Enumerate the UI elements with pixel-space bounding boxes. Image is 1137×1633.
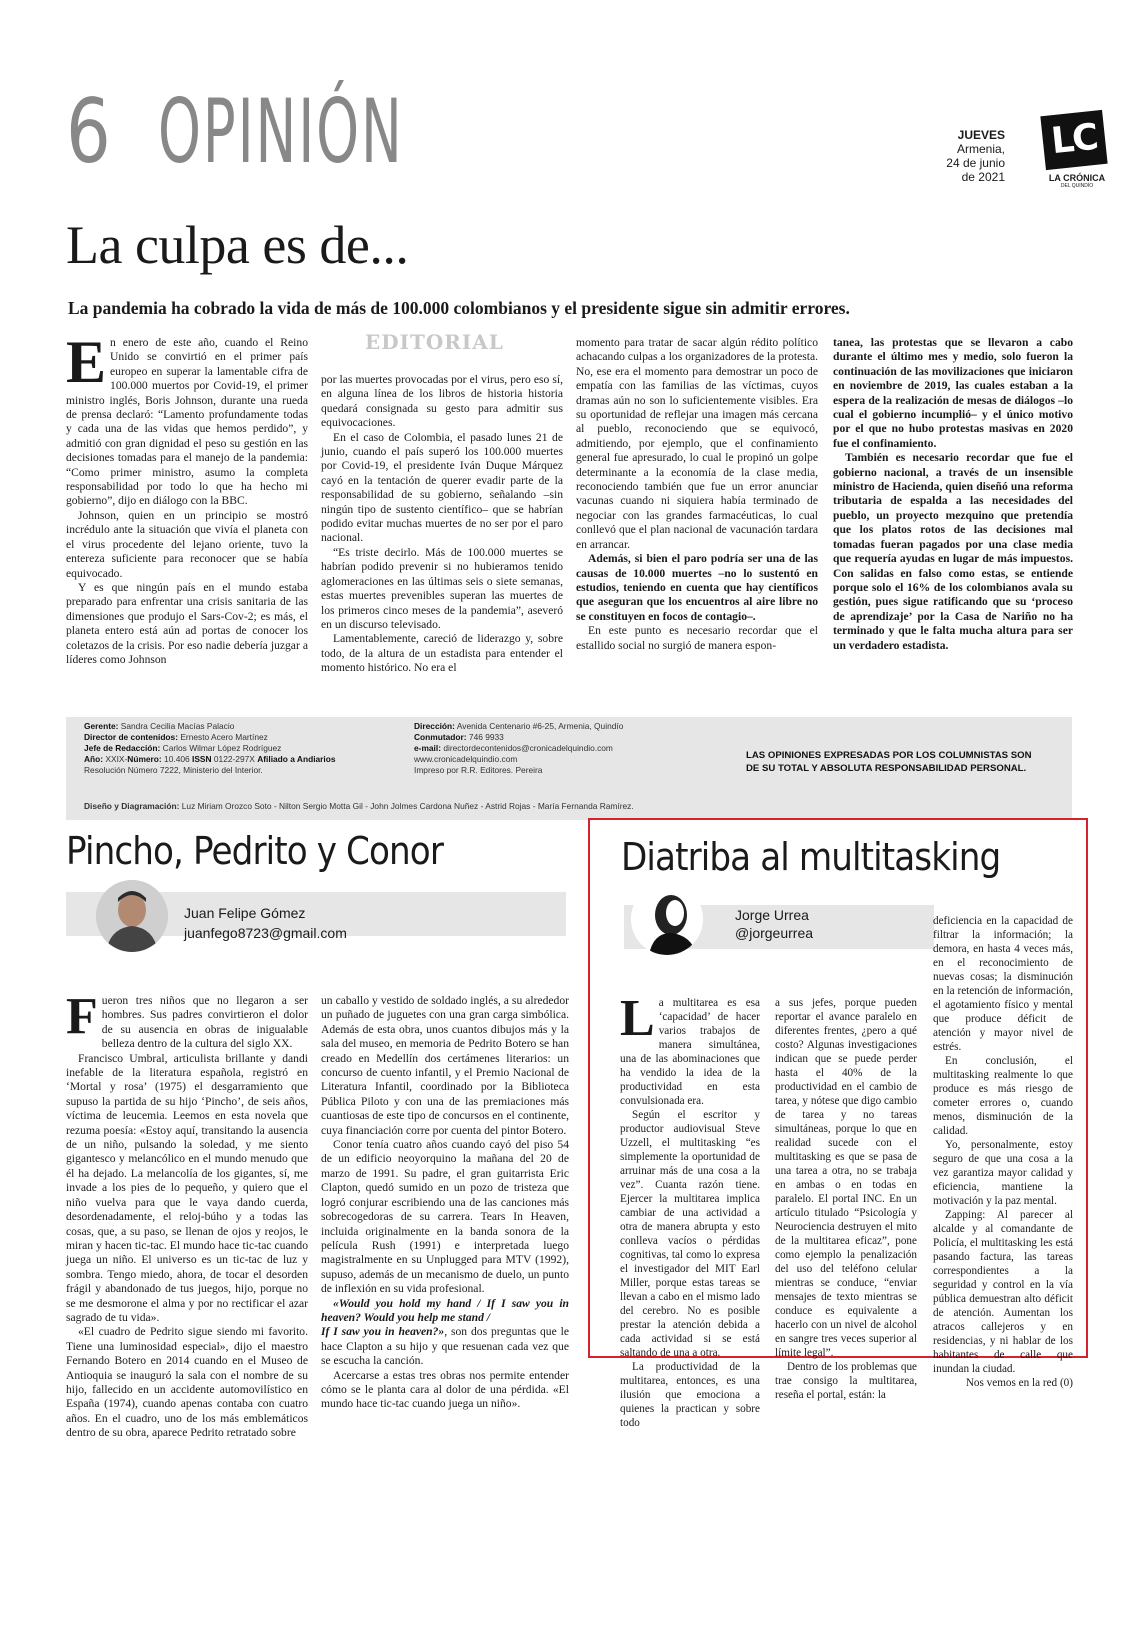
paragraph: «El cuadro de Pedrito sigue siendo mi favorito. Tiene una luminosidad especial», dijo el maestro Fernando Botero en 2014 cuando en el Museo de Antioquia se inauguró la sala con el nombre de su hijo, fallecido en un accidente automovilístico en España (1974), cuando apenas contaba con cuatro años. En el cuadro, uno de los más emblemáticos dentro de su obra, aparece Pedrito retratado sobre [66,1325,308,1440]
logo-sub: DEL QUINDÍO [1060,183,1094,189]
paragraph: n enero de este año, cuando el Reino Unido se convirtió en el primer país europeo en superar la lamentable cifra de 100.000 muertos por Covid-19, el primer ministro inglés, Boris Johnson, durante una rueda de prensa declaró: “Lamento profundamente todas y cada una de las vidas que hemos perdido”, y admitió con gran dignidad el peso su gestión en las decisiones tomadas para el manejo de la pandemia: “Como primer ministro, asumo la completa responsabilidad por todo lo que ha hecho mi gobierno”, dijo en diálogo con la BBC. [66,336,308,508]
staff-box [66,717,1072,820]
dropcap: E [66,329,107,395]
paragraph: Dentro de los problemas que trae consigo la multitarea, reseña el portal, están: la [775,1361,917,1401]
logo-name: LA CRÓNICA [1048,173,1106,183]
avatar [96,880,168,952]
paragraph: También es necesario recordar que fue el gobierno nacional, a través de un insensible ministro de Hacienda, quien diseñó una reforma tributaria de espalda a las necesidades del pueblo, un proyecto mezquino que pretendía que los platos rotos de las decisiones mal tomadas fueran pagados por una clase media que requería ayudas en lugar de más impuestos. Con salidas en falso como estas, se entiende porque solo el 16% de los colombianos avala su gestión, pues sigue ratificando que su ‘proceso de aprendizaje’ por la Casa de Nariño no ha terminado y que le falta mucha altura para ser un verdadero estadista. [833,451,1073,652]
paragraph: Además, si bien el paro podría ser una de las causas de 10.000 muertes –no lo sustentó en estudios, teniendo en cuenta que hay científicos que aseguran que los encuentros al aire libre no se constituyen en focos de contagio–. [576,552,818,623]
column1-text-b: un caballo y vestido de soldado inglés, a su alrededor un puñado de juguetes con una gran carga simbólica. Además de esta obra, unos cuantos dibujos más y la sala del museo, en memoria de Pedrito Botero se han creado en Medellín dos certámenes literarios: un concurso de cuento infantil, y el Premio Nacional de Literatura Infantil, coordinado por la Biblioteca Pública Piloto y con una de las premiaciones más cuantiosas de este tipo de concursos en el continente, cuya financiación corre por cuenta del pintor Botero. Conor tenía cuatro años cuando cayó del piso 54 de un edificio neoyorquino la mañana del 20 de marzo de 1991. Su padre, el gran guitarrista Eric Clapton, quedó sumido en un pozo de tristeza que logró conjurar escribiendo una de las canciones más sobrecogedoras de su carrera. Tears In Heaven, incluida originalmente en la banda sonora de la película Rush (1991) e interpretada luego magistralmente en su Unplugged para MTV (1992), supuso, además de un mecanismo de duelo, un punto de inflexión en su vida profesional. «Would you hold my hand / If I saw you in heaven? Would you help me stand / If I saw you in heaven?», son dos preguntas que le hace Clapton a su hijo y que resuenan cada vez que se escucha la canción. Acercarse a estas tres obras nos permite entender cómo se le planta cara al dolor de una pérdida. «El mundo hace tic-tac cuando juega un niño». [321,994,569,1411]
logo-mark: LC [1040,110,1107,170]
author-email: juanfego8723@gmail.com [184,925,347,941]
newspaper-logo [1043,113,1111,189]
paragraph: “Es triste decirlo. Más de 100.000 muertes se habrían podido prevenir si no hubieramos tenido aglomeraciones en las últimas seis o siete semanas, estas muertes prevenibles superan las muertes de los primeros cinco meses de la pandemia”, aseveró en un discurso televisado. [321,545,563,631]
staff-left: Gerente: Sandra Cecilia Macías Palacio Director de contenidos: Ernesto Acero Martínez Jefe de Redacción: Carlos Wilmar López Rodríguez Año: XXIX-Número: 10.406 ISSN 0122-297X Afiliado a Andiarios Resolución Número 7222, Ministerio del Interior. [84,721,336,775]
paragraph: un caballo y vestido de soldado inglés, a su alrededor un puñado de juguetes con una gran carga simbólica. Además de esta obra, unos cuantos dibujos más y la sala del museo, en memoria de Pedrito Botero se han creado en Medellín dos certámenes literarios: un concurso de cuento infantil, y el Premio Nacional de Literatura Infantil, coordinado por la Biblioteca Pública Piloto y con una de las premiaciones más cuantiosas de este tipo de concursos en el continente, cuya financiación corre por cuenta del pintor Botero. [321,994,569,1137]
paragraph: Acercarse a estas tres obras nos permite entender cómo se le planta cara al dolor de una pérdida. «El mundo hace tic-tac cuando juega un niño». [321,1368,569,1411]
paragraph: Francisco Umbral, articulista brillante y dandi inefable de la literatura española, registró en ‘Mortal y rosa’ (1975) el desgarramiento que supuso la partida de su hijo ‘Pincho’, de seis años, víctima de leucemia. Leemos en esta novela que rezuma poesía: «Estoy aquí, transitando la ausencia de un niño, pulsando la soledad, y me siento gigantesco y melancólico en el mundo menudo que él ha dejado. La melancolía de los gigantes, sí, me invade a los pies de lo pequeño, y quiero que el niño vuelva para que le vaya dando cuerda, desordenadamente, el reloj-búho y a todas las cosas, que, a su paso, se llenan de ojos y reojos, le miran y hacen tic-tac. El mundo hace tic-tac cuando juega un niño. El universo es un tic-tac de luz y sombra. Tengo miedo, ahora, de tocar el desorden frágil y abandonado de tus juegos, hijo, porque no se me desmorone el alma y por no rectificar el azar sagrado de tu vida». [66,1051,308,1324]
paragraph: En conclusión, el multitasking realmente lo que produce es más riesgo de cometer errores o, cuando menos, disminución de la calidad. [933,1055,1073,1137]
column1-text-a: Fueron tres niños que no llegaron a ser hombres. Sus padres convirtieron el dolor de su ausencia en obras de inigualable belleza dentro de la cultura del siglo XX. Francisco Umbral, articulista brillante y dandi inefable de la literatura española, registró en ‘Mortal y rosa’ (1975) el desgarramiento que supuso la partida de su hijo ‘Pincho’, de seis años, víctima de leucemia. Leemos en esta novela que rezuma poesía: «Estoy aquí, transitando la ausencia de un niño, pulsando la soledad, y me siento gigantesco y melancólico en el mundo menudo que él ha dejado. La melancolía de los gigantes, sí, me invade a los pies de lo pequeño, y quiero que el niño vuelva para que le vaya dando cuerda, desordenadamente, el reloj-búho y a todas las cosas, que, a su paso, se llenan de ojos y reojos, le miran y hacen tic-tac. El mundo hace tic-tac cuando juega un niño. El universo es un tic-tac de luz y sombra. Tengo miedo, ahora, de tocar el desorden frágil y abandonado de tus juegos, hijo, porque no se me desmorone el alma y por no rectificar el azar sagrado de tu vida». «El cuadro de Pedrito sigue siendo mi favorito. Tiene una luminosidad especial», dijo el maestro Fernando Botero en 2014 cuando en el Museo de Antioquia se inauguró la sala con el nombre de su hijo, fallecido en un accidente automovilístico en España (1974), cuando apenas contaba con cuatro años. En el cuadro, uno de los más emblemáticos dentro de su obra, aparece Pedrito retratado sobre [66,988,308,1440]
paragraph: Según el escritor y productor audiovisual Steve Uzzell, el multitasking “es simplemente la oportunidad de arruinar más de una cosa a la vez”. Cuanta razón tiene. Ejercer la multitarea implica cambiar de una actividad a otra de manera abrupta y esto conlleva vacíos o pérdidas cognitivas, tal como lo expresa el investigador del MIT Earl Miller, porque estas tareas se llevan a cabo en el mismo lado del cerebro. No es posible prestar la atención debida a cada actividad si se está saltando de una a otra. [620,1109,760,1359]
paragraph: La productividad de la multitarea, entonces, es una ilusión que emociona a quienes la practican y sobre todo [620,1361,760,1429]
editorial-headline: La culpa es de... [66,215,409,275]
weekday: JUEVES [957,128,1005,142]
paragraph: En este punto es necesario recordar que el estallido social no surgió de manera espon- [576,624,818,652]
closing-line: Nos vemos en la red (0) [965,1377,1073,1389]
paragraph: por las muertes provocadas por el virus, pero eso sí, en alguna línea de los libros de historia historia quedará consignada su gesto para admitir sus equivocaciones. [321,373,563,430]
paragraph: Conor tenía cuatro años cuando cayó del piso 54 de un edificio neoyorquino la mañana del 20 de marzo de 1991. Su padre, el gran guitarrista Eric Clapton, quedó sumido en un pozo de tristeza que logró conjurar escribiendo una de las canciones más sobrecogedoras de su carrera. Tears In Heaven, incluida originalmente en la banda sonora de la película Rush (1991) e interpretada luego magistralmente en su Unplugged para MTV (1992), supuso, además de un mecanismo de duelo, un punto de inflexión en su vida profesional. [321,1138,569,1296]
editorial-column-3 [576,336,818,653]
disclaimer: LAS OPINIONES EXPRESADAS POR LOS COLUMNISTAS SON DE SU TOTAL Y ABSOLUTA RESPONSABILIDAD PERSONAL. [746,750,1032,774]
paragraph: momento para tratar de sacar algún rédito político achacando culpas a los organizadores de la protesta. No, ese era el momento para demostrar un poco de empatía con las familias de las víctimas, cuyos dramas aún no son lo suficientemente visibles. Era su oportunidad de reflejar una imagen más cercana al pueblo, reconociendo que se equivocó, admitiendo, por ejemplo, que el confinamiento general fue apresurado, lo cual le propinó un golpe determinante a la economía de la clase media, reconociendo también que fue un error anunciar vacunas cuando ni siquiera había terminado de negociar con las grandes farmacéuticas, lo cual conllevó que el plan nacional de vacunación tardara en arrancar. [576,336,818,551]
paragraph: Y es que ningún país en el mundo estaba preparado para enfrentar una crisis sanitaria de las dimensiones que produjo el Sars-Cov-2; es más, el planeta entero está aún ad portas de conocer los coletazos de la crisis. Por eso nadie debería juzgar a líderes como Johnson [66,580,308,666]
editorial-label: EDITORIAL [365,330,504,354]
author-name: Jorge Urrea [735,907,809,923]
dropcap: L [620,990,655,1047]
editorial-subhead: La pandemia ha cobrado la vida de más de 100.000 colombianos y el presidente sigue sin admitir errores. [68,298,850,318]
design-credits: Diseño y Diagramación: Luz Miriam Orozco Soto - Nilton Sergio Motta Gil - John Jolmes Cardona Nuñez - Astrid Rojas - María Fernanda Ramírez. [84,801,634,811]
column2-text-b [775,996,917,1402]
column2-text-c [933,914,1073,1390]
paragraph: En el caso de Colombia, el pasado lunes 21 de junio, cuando el país superó los 100.000 muertes por Covid-19, el presidente Iván Duque Márquez cayó en la tentación de querer evadir parte de la responsabilidad de su gobierno, señalando –sin ningún tipo de sustento científico– que se habrían podido evitar muchas muertes de no ser por el paro nacional. [321,430,563,545]
date-line-1: 24 de junio [946,156,1005,170]
editorial-column-1 [66,329,308,667]
paragraph: tanea, las protestas que se llevaron a cabo durante el último mes y medio, solo fueron la continuación de las movilizaciones que iniciaron en noviembre de 2019, las cuales estaban a la espera de la realización de mesas de diálogos –lo cual el gobierno incumplió– y el único motivo por el que no hubo protestas masivas en 2020 fue el confinamiento. [833,336,1073,450]
paragraph: deficiencia en la capacidad de filtrar la información; la demora, en hasta 4 veces más, en el reconocimiento de nuevas cosas; la disminución en la retención de información, el agotamiento físico y mental que produce déficit de atención y mayor nivel de estrés. [933,915,1073,1053]
dropcap: F [66,988,98,1045]
lyric: «Would you hold my hand / If I saw you in heaven? Would you help me stand / [321,1296,569,1324]
date-line-2: de 2021 [961,170,1005,184]
page-number: 6 [66,80,114,183]
editorial-column-2 [321,373,563,676]
editorial-column-4 [833,336,1073,653]
city: Armenia, [956,142,1005,156]
column2-text-a: La multitarea es esa ‘capacidad’ de hacer varios trabajos de manera simultánea, una de las abominaciones que ha vendido la idea de la productividad en esta convulsionada era. Según el escritor y productor audiovisual Steve Uzzell, el multitasking “es simplemente la oportunidad de arruinar más de una cosa a la vez”. Cuanta razón tiene. Ejercer la multitarea implica cambiar de una actividad a otra de manera abrupta y esto conlleva vacíos o pérdidas cognitivas, tal como lo expresa el investigador del MIT Earl Miller, porque estas tareas se llevan a cabo en el mismo lado del cerebro. No es posible prestar la atención debida a cada actividad si se está saltando de una a otra. La productividad de la multitarea, entonces, es una ilusión que emociona a quienes la practican y sobre todo [620,990,760,1429]
staff-middle: Dirección: Avenida Centenario #6-25, Armenia, Quindío Conmutador: 746 9933 e-mail: directordecontenidos@cronicadelquindio.com www.cronicadelquindio.com Impreso por R.R. Editores. Pereira [414,721,624,775]
paragraph: Johnson, quien en un principio se mostró incrédulo ante la situación que vivía el planeta con el virus procedente del lejano oriente, tuvo la entereza suficiente para reconocer que se había equivocado. [66,508,308,580]
author-info [184,903,347,943]
column-title: Diatriba al multitasking [621,835,1001,879]
avatar [631,883,703,955]
paragraph: Lamentablemente, careció de liderazgo y, sobre todo, de la altura de un estadista para entender el momento histórico. No era el [321,632,563,675]
author-handle: @jorgeurrea [735,925,814,941]
paragraph: Zapping: Al parecer al alcalde y al comandante de Policía, el multitasking les está pasando factura, las tareas correspondientes a la seguridad y control en la vía pública demuestran alto déficit de atención. Aumentan los atracos callejeros y en residencias, y ni hablar de los habitantes de calle que inundan la ciudad. [933,1209,1073,1375]
author-info [735,906,813,942]
author-name: Juan Felipe Gómez [184,905,306,921]
date-block [905,128,1005,184]
paragraph: a sus jefes, porque pueden reportar el avance paralelo en diferentes frentes, ¿pero a qué costo? Algunas investigaciones indican que se puede perder hasta el 40% de la productividad en el cambio de tarea, y nótese que digo cambio de tarea y no tareas simultáneas, porque lo que en realidad sucede con el multitasking es que se pasa de una tarea a otra, no se trabaja en ambas o en todas en paralelo. El portal INC. En un artículo titulado “Psicología y Neurociencia destruyen el mito de la multitarea eficaz”, pone como ejemplo la penalización del uso del teléfono celular mientras se conduce, “enviar mensajes de texto mientras se conduce es equivalente a hacerlo con un nivel de alcohol en sangre tres veces superior al límite legal”. [775,997,917,1359]
section-title: OPINIÓN [158,80,404,183]
column-title: Pincho, Pedrito y Conor [66,829,444,873]
paragraph: Yo, personalmente, estoy seguro de que una cosa a la vez garantiza mayor calidad y eficiencia, mantiene la motivación y la paz mental. [933,1139,1073,1207]
